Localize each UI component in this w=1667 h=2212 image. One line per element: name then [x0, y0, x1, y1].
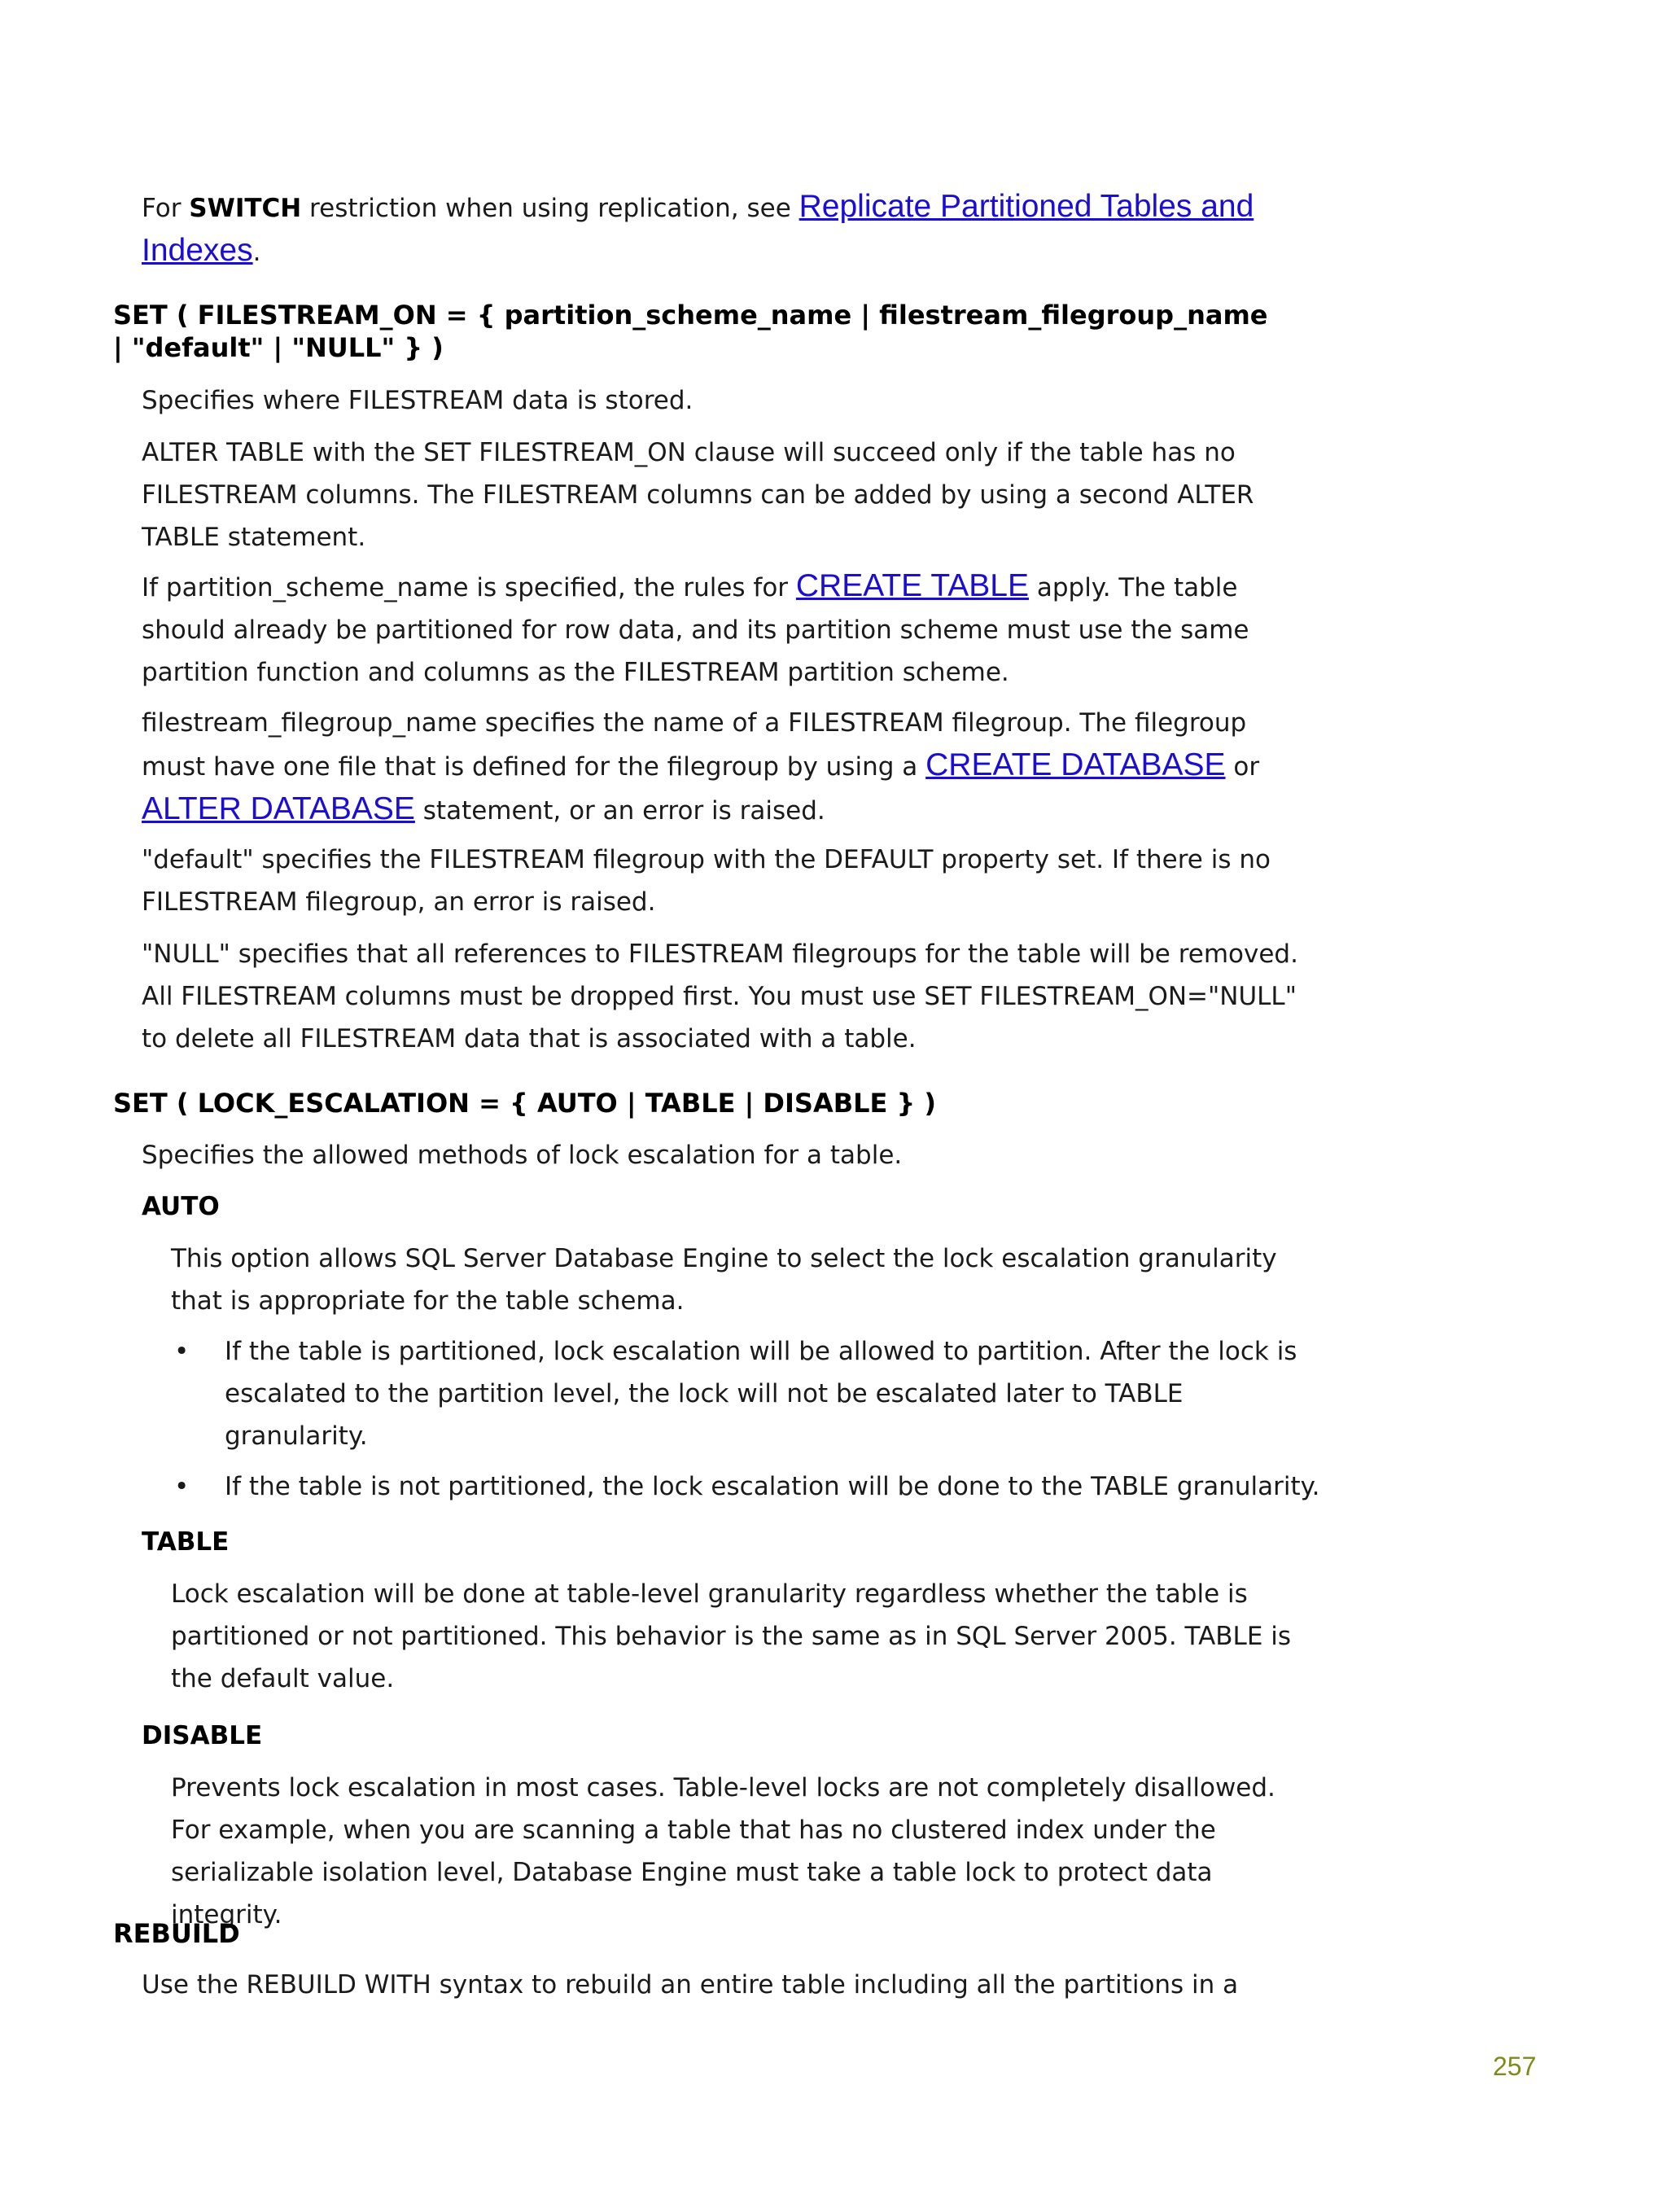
bullet-icon: •	[174, 1337, 190, 1366]
create-database-link[interactable]: CREATE DATABASE	[925, 747, 1226, 782]
list-item	[174, 1465, 1332, 1508]
auto-bullet-text-1: If the table is partitioned, lock escalation will be allowed to partition. After the lock is escalated to the partition level, the lock will not be escalated later to TABLE granularity.	[225, 1337, 1297, 1451]
bullet-icon: •	[174, 1472, 190, 1501]
filestream-heading: SET ( FILESTREAM_ON = { partition_scheme_name | filestream_filegroup_name | "default" | "NULL" } )	[113, 300, 1268, 363]
filestream-paragraph-default: "default" specifies the FILESTREAM filegroup with the DEFAULT property set. If there is no FILESTREAM filegroup, an error is raised.	[142, 845, 1271, 917]
disable-description: Prevents lock escalation in most cases. Table-level locks are not completely disallowed. For example, when you are scanning a table that has no clustered index under the serializable isolation level, Database Engine must take a table lock to protect data integrity.	[171, 1773, 1275, 1929]
switch-note-pre: For	[142, 194, 190, 223]
auto-term: AUTO	[142, 1192, 220, 1221]
filestream-paragraph-null: "NULL" specifies that all references to FILESTREAM filegroups for the table will be removed. All FILESTREAM columns must be dropped first. You must use SET FILESTREAM_ON="NULL" to delete all FILESTREAM data that is associated with a table.	[142, 940, 1298, 1053]
filestream-paragraph-2	[142, 565, 1306, 694]
switch-note	[142, 186, 1306, 274]
filestream-p3-pre: filestream_filegroup_name specifies the name of a FILESTREAM filegroup. The filegroup must have one file that is defined for the filegroup by using a	[142, 708, 1247, 782]
switch-keyword: SWITCH	[189, 194, 302, 223]
filestream-p3-mid: or	[1225, 752, 1260, 782]
replicate-partitioned-tables-link[interactable]: Replicate Partitioned Tables and Indexes	[142, 189, 1254, 268]
filestream-p2-pre: If partition_scheme_name is specified, the rules for	[142, 573, 796, 602]
lock-escalation-description: Specifies the allowed methods of lock escalation for a table.	[142, 1141, 903, 1170]
filestream-p2-post: apply. The table should already be partitioned for row data, and its partition scheme must use the same partition function and columns as the FILESTREAM partition scheme.	[142, 573, 1249, 687]
auto-bullet-text-2: If the table is not partitioned, the lock escalation will be done to the TABLE granularity.	[225, 1472, 1320, 1501]
list-item	[174, 1330, 1307, 1457]
table-term: TABLE	[142, 1527, 230, 1557]
disable-term: DISABLE	[142, 1721, 263, 1750]
table-description: Lock escalation will be done at table-level granularity regardless whether the table is partitioned or not partitioned. This behavior is the same as in SQL Server 2005. TABLE is the default value.	[171, 1579, 1292, 1693]
alter-database-link[interactable]: ALTER DATABASE	[142, 791, 415, 826]
filestream-description: Specifies where FILESTREAM data is stored.	[142, 386, 693, 415]
filestream-p3-post: statement, or an error is raised.	[414, 796, 825, 826]
auto-description: This option allows SQL Server Database Engine to select the lock escalation granularity that is appropriate for the table schema.	[171, 1244, 1277, 1316]
rebuild-heading: REBUILD	[113, 1918, 240, 1949]
page-number: 257	[1493, 2052, 1537, 2081]
switch-note-post: .	[252, 238, 261, 267]
lock-escalation-heading: SET ( LOCK_ESCALATION = { AUTO | TABLE | DISABLE } )	[113, 1088, 937, 1119]
create-table-link[interactable]: CREATE TABLE	[795, 568, 1029, 603]
switch-note-mid: restriction when using replication, see	[301, 194, 799, 223]
rebuild-description: Use the REBUILD WITH syntax to rebuild an entire table including all the partitions in a	[142, 1970, 1239, 2000]
filestream-paragraph-3	[142, 702, 1306, 832]
filestream-paragraph-1: ALTER TABLE with the SET FILESTREAM_ON clause will succeed only if the table has no FILESTREAM columns. The FILESTREAM columns can be added by using a second ALTER TABLE statement.	[142, 438, 1254, 552]
